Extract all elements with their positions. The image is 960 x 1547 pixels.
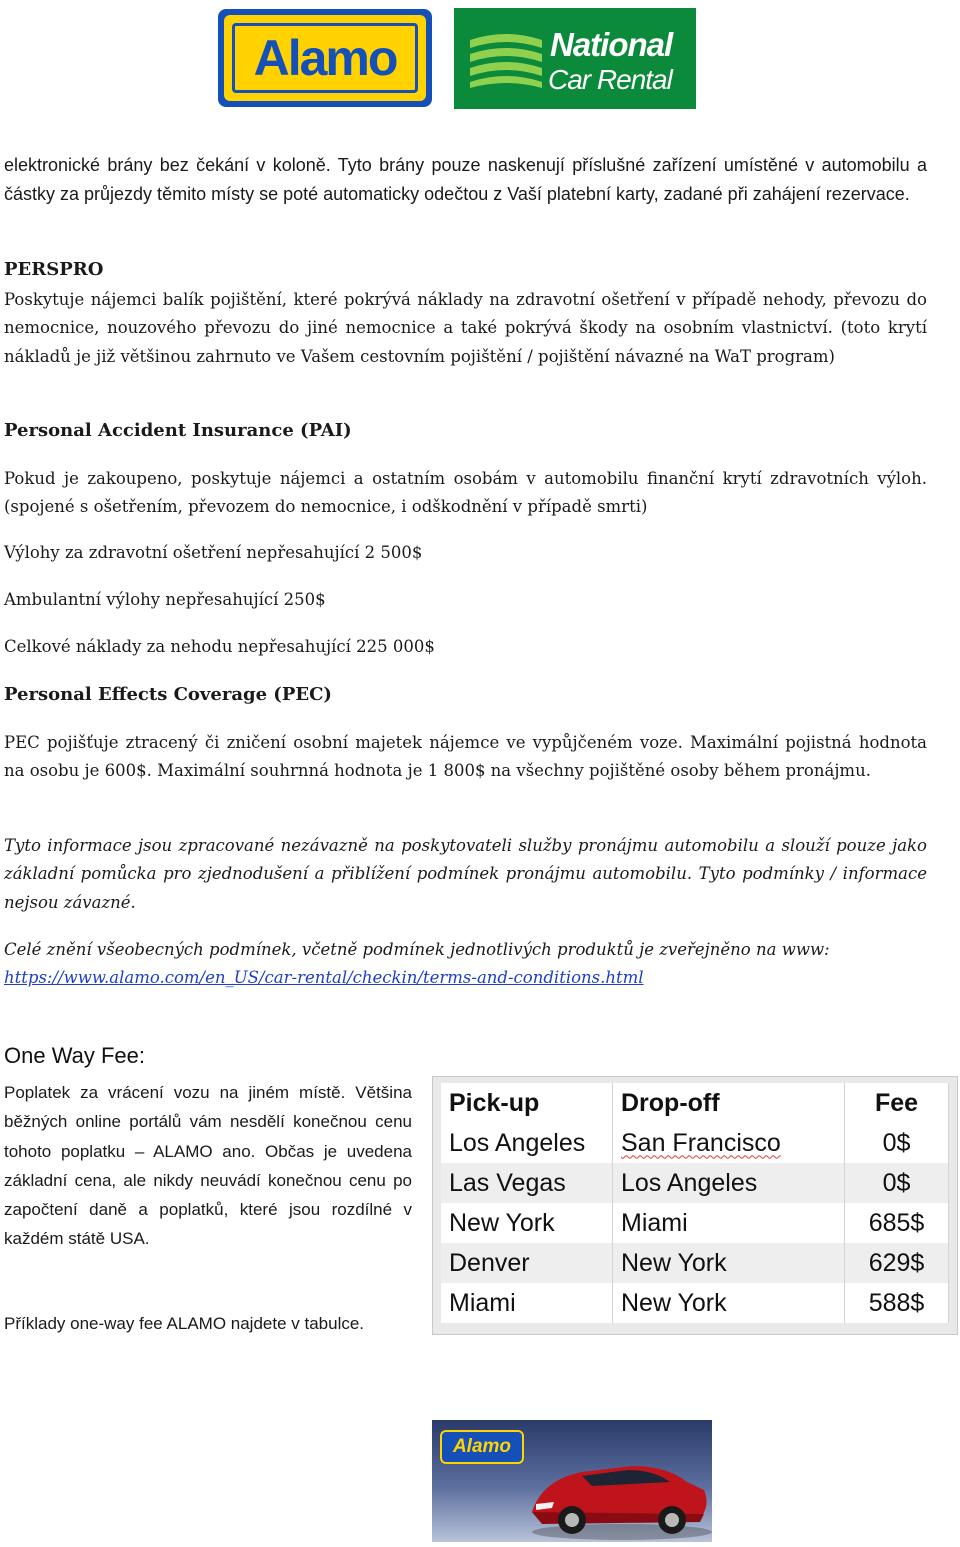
pec-heading: Personal Effects Coverage (PEC)	[4, 684, 332, 705]
one-way-text: Poplatek za vrácení vozu na jiném místě. Většina běžných online portálů vám nesdělí konečnou cenu tohoto poplatku – ALAMO ano. Občas je uvedena základní cena, ale nikdy neuvádí konečnou cenu po započtení daně a poplatků, které jsou rozdílné v každém státě USA.	[4, 1083, 412, 1249]
one-way-heading: One Way Fee:	[4, 1043, 146, 1068]
pai-text: Pokud je zakoupeno, poskytuje nájemci a ostatním osobám v automobilu finanční krytí zdravotních výloh. (spojené s ošetřením, převozem do nemocnice, i odškodnění v případě smrti)	[4, 469, 927, 517]
alamo-logo	[218, 9, 432, 107]
pickup-cell: New York	[441, 1203, 613, 1243]
pickup-cell: Denver	[441, 1243, 613, 1283]
fee-table-frame	[432, 1076, 958, 1335]
terms-block	[4, 936, 927, 993]
fee-cell: 629$	[845, 1243, 949, 1283]
table-row	[441, 1163, 949, 1203]
national-stripes-icon	[466, 30, 546, 90]
dropoff-cell: Miami	[613, 1203, 845, 1243]
dropoff-cell: San Francisco	[613, 1123, 845, 1163]
fee-cell: 0$	[845, 1163, 949, 1203]
table-row	[441, 1123, 949, 1163]
national-logo-line1: National	[550, 26, 673, 63]
fee-table	[441, 1083, 949, 1323]
one-way-example: Příklady one-way fee ALAMO najdete v tabulce.	[4, 1314, 365, 1333]
pec-text: PEC pojišťuje ztracený či zničení osobní majetek nájemce ve vypůjčeném voze. Maximální pojistná hodnota na osobu je 600$. Maximální souhrnná hodnota je 1 800$ na všechny pojištěné osoby během pronájmu.	[4, 733, 927, 781]
intro-paragraph: elektronické brány bez čekání v koloně. Tyto brány pouze naskenují příslušné zařízení umístěné v automobilu a částky za průjezdy těmito místy se poté automaticky odečtou z Vaší platební karty, zadané při zahájení rezervace.	[4, 155, 927, 204]
national-logo	[454, 8, 696, 109]
terms-link[interactable]: https://www.alamo.com/en_US/car-rental/checkin/terms-and-conditions.html	[4, 968, 644, 988]
pickup-cell: Los Angeles	[441, 1123, 613, 1163]
car-banner-image	[432, 1420, 712, 1542]
alamo-badge-text: Alamo	[452, 1436, 512, 1457]
pickup-cell: Miami	[441, 1283, 613, 1323]
table-row	[441, 1243, 949, 1283]
pai-heading: Personal Accident Insurance (PAI)	[4, 420, 352, 441]
dropoff-cell: Los Angeles	[613, 1163, 845, 1203]
terms-text: Celé znění všeobecných podmínek, včetně podmínek jednotlivých produktů je zveřejněno na www:	[4, 940, 830, 959]
pai-line-total: Celkové náklady za nehodu nepřesahující 225 000$	[4, 637, 435, 656]
header-dropoff: Drop-off	[613, 1083, 845, 1123]
red-car-icon	[432, 1420, 712, 1542]
header-fee: Fee	[845, 1083, 949, 1123]
fee-cell: 0$	[845, 1123, 949, 1163]
pai-line-medical: Výlohy za zdravotní ošetření nepřesahující 2 500$	[4, 543, 423, 562]
dropoff-cell: New York	[613, 1243, 845, 1283]
pickup-cell: Las Vegas	[441, 1163, 613, 1203]
fee-cell: 588$	[845, 1283, 949, 1323]
alamo-logo-text: Alamo	[253, 30, 397, 86]
perspro-text: Poskytuje nájemci balík pojištění, které pokrývá náklady na zdravotní ošetření v případě nehody, převozu do nemocnice, nouzového převozu do jiné nemocnice a také pokrývá škody na osobním vlastnictví. (toto krytí nákladů je již většinou zahrnuto ve Vašem cestovním pojištění / pojištění návazné na WaT program)	[4, 290, 927, 366]
fee-table-header-row	[441, 1083, 949, 1123]
table-row	[441, 1203, 949, 1243]
disclaimer-text: Tyto informace jsou zpracované nezávazně na poskytovateli služby pronájmu automobilu a slouží pouze jako základní pomůcka pro zjednodušení a přiblížení podmínek pronájmu automobilu. Tyto podmínky / informace nejsou závazné.	[4, 836, 927, 912]
national-logo-line2: Car Rental	[548, 64, 672, 95]
fee-cell: 685$	[845, 1203, 949, 1243]
pai-line-ambulance: Ambulantní výlohy nepřesahující 250$	[4, 590, 326, 609]
dropoff-cell: New York	[613, 1283, 845, 1323]
header-pickup: Pick-up	[441, 1083, 613, 1123]
perspro-heading: PERSPRO	[4, 259, 104, 280]
table-row	[441, 1283, 949, 1323]
